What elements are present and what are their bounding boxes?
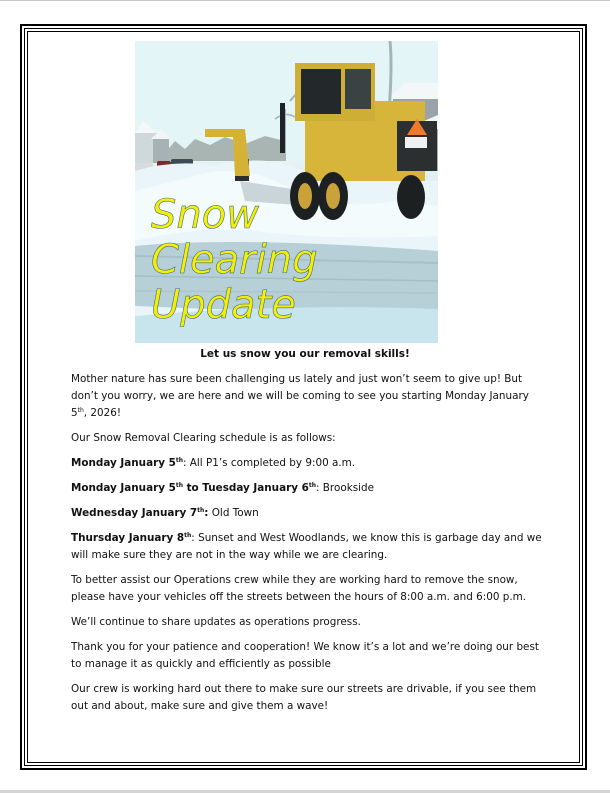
schedule-date: Monday January 5th (71, 457, 183, 469)
schedule-item (71, 530, 546, 564)
parking-notice: To better assist our Operations crew while they are working hard to remove the snow, please have your vehicles off the streets between the hours of 8:00 a.m. and 6:00 p.m. (71, 574, 527, 603)
hero-title-line-1: Snow (151, 192, 259, 238)
schedule-date: Wednesday January 7th: (71, 507, 209, 519)
hero-title (151, 193, 317, 328)
schedule-item (71, 455, 546, 472)
document-body (71, 371, 546, 723)
colon: : (191, 532, 195, 544)
schedule-item (71, 505, 546, 522)
hero-image (135, 41, 438, 343)
schedule-item (71, 480, 546, 497)
schedule-date: Monday January 5th to Tuesday January 6th (71, 482, 316, 494)
closing-paragraph: Our crew is working hard out there to make sure our streets are drivable, if you see them out and about, make sure and give them a wave! (71, 683, 537, 712)
image-caption: Let us snow you our removal skills! (200, 348, 410, 360)
intro-paragraph (71, 371, 546, 422)
schedule-detail: All P1’s completed by 9:00 a.m. (186, 457, 356, 469)
schedule-detail: Sunset and West Woodlands, we know this is garbage day and we will make sure they are not in the way while we are clearing. (71, 532, 542, 561)
colon: : (315, 482, 320, 494)
schedule-detail: Brookside (319, 482, 374, 494)
hero-title-line-2: Clearing (151, 237, 318, 283)
schedule-intro: Our Snow Removal Clearing schedule is as follows: (71, 432, 336, 444)
ordinal-suffix: th (77, 407, 84, 414)
colon: : (182, 457, 187, 469)
updates-notice: We’ll continue to share updates as operations progress. (71, 616, 361, 628)
page-top-edge (0, 0, 610, 1)
hero-title-line-3: Update (151, 282, 296, 328)
schedule-detail: Old Town (208, 507, 259, 519)
intro-text: Mother nature has sure been challenging us lately and just won’t seem to give up! But don’t you worry, we are here and we will be coming to see you starting Monday January 5 (71, 373, 529, 419)
thank-you-paragraph: Thank you for your patience and cooperation! We know it’s a lot and we’re doing our best to manage it as quickly and efficiently as possible (71, 641, 539, 670)
schedule-date: Thursday January 8th (71, 532, 192, 544)
intro-text-end: , 2026! (83, 407, 121, 419)
